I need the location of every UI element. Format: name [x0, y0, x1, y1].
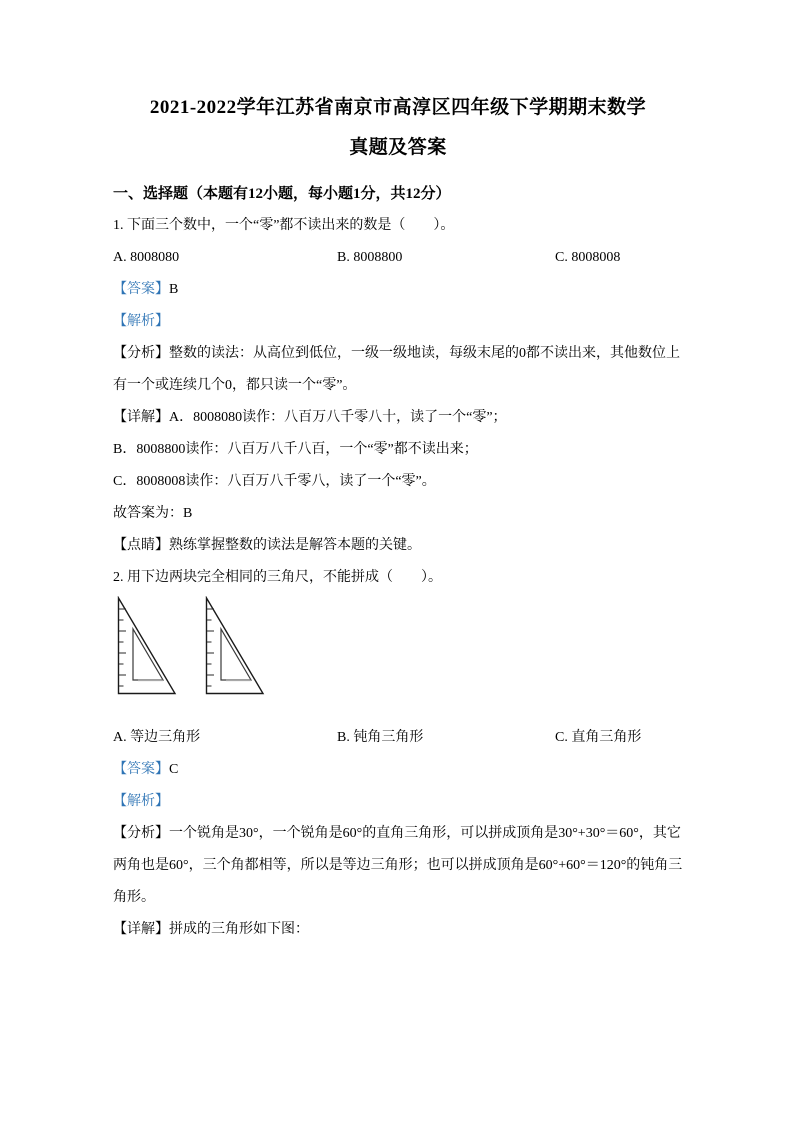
q1-dianjing-text: 熟练掌握整数的读法是解答本题的关键。: [169, 538, 421, 553]
fenxi-label: 【分析】: [113, 346, 169, 361]
q2-answer-line: [113, 754, 683, 786]
q1-answer-line: [113, 274, 683, 306]
section-heading: 一、选择题（本题有12小题，每小题1分，共12分）: [113, 186, 451, 202]
q1-answer-value: B: [169, 282, 179, 297]
q1-stem: 1. 下面三个数中，一个“零”都不读出来的数是（ ）。: [113, 218, 455, 233]
q1-xiangjie-c: C．8008008读作：八百万八千零八，读了一个“零”。: [113, 474, 436, 489]
jiexi-label: 【解析】: [113, 794, 169, 809]
set-square-triangle-icon: [117, 596, 179, 696]
q2-fenxi-paragraph: [113, 818, 683, 914]
q2-xiangjie: 【详解】拼成的三角形如下图：: [113, 922, 309, 937]
q1-fenxi-text: 整数的读法：从高位到低位，一级一级地读，每级末尾的0都不读出来，其他数位上有一个或连续几个0，都只读一个“零”。: [113, 346, 680, 393]
q1-conclusion: 故答案为：B: [113, 506, 193, 521]
q2-answer-value: C: [169, 762, 179, 777]
q2-jiexi-line: [113, 786, 683, 818]
q2-stem: 2. 用下边两块完全相同的三角尺，不能拼成（ ）。: [113, 570, 442, 585]
q2-option-c: C. 直角三角形: [555, 730, 642, 745]
q2-figure: [117, 596, 683, 696]
q2-option-b: B. 钝角三角形: [337, 730, 424, 745]
q1-dianjing-paragraph: [113, 530, 683, 562]
fenxi-label: 【分析】: [113, 826, 169, 841]
jiexi-label: 【解析】: [113, 314, 169, 329]
q1-fenxi-paragraph: [113, 338, 683, 402]
q1-xiangjie-a: 【详解】A．8008080读作：八百万八千零八十，读了一个“零”；: [113, 410, 507, 425]
document-title-line2: 真题及答案: [349, 137, 447, 158]
q1-options: [113, 242, 683, 274]
q2-fenxi-text: 一个锐角是30°，一个锐角是60°的直角三角形，可以拼成顶角是30°+30°＝60°，其它两角也是60°，三个角都相等，所以是等边三角形；也可以拼成顶角是60°+60°＝120°的钝角三角形。: [113, 826, 683, 905]
set-square-triangle-icon: [205, 596, 267, 696]
q1-option-a: A. 8008080: [113, 250, 180, 265]
q2-options: [113, 722, 683, 754]
q2-option-a: A. 等边三角形: [113, 730, 201, 745]
document-title-line1: 2021-2022学年江苏省南京市高淳区四年级下学期期末数学: [149, 97, 647, 118]
q1-option-b: B. 8008800: [337, 250, 403, 265]
q1-xiangjie-b: B．8008800读作：八百万八千八百，一个“零”都不读出来；: [113, 442, 478, 457]
q1-option-c: C. 8008008: [555, 250, 621, 265]
answer-label: 【答案】: [113, 282, 169, 297]
answer-label: 【答案】: [113, 762, 169, 777]
q1-jiexi-line: [113, 306, 683, 338]
dianjing-label: 【点睛】: [113, 538, 169, 553]
